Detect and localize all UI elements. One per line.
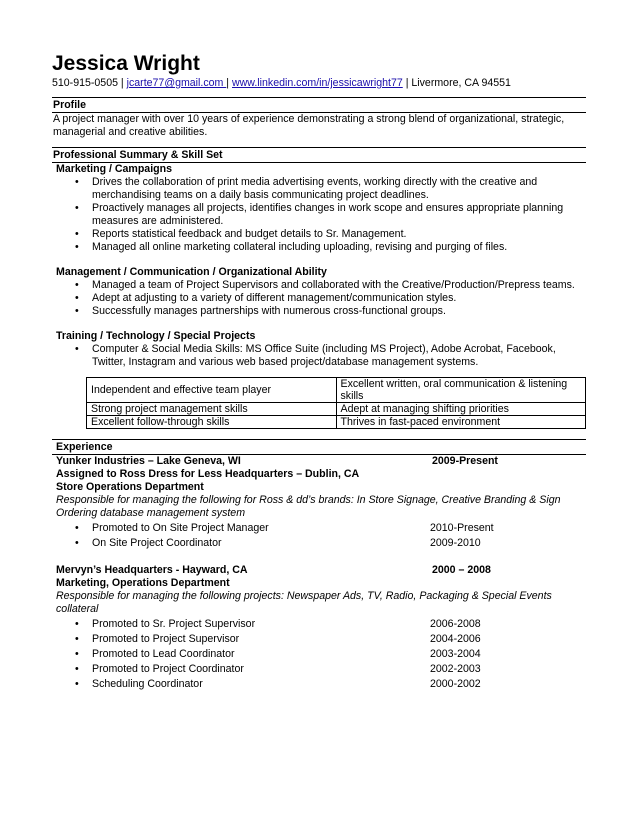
profile-heading: Profile bbox=[52, 97, 586, 113]
table-row bbox=[87, 416, 586, 429]
list-item: • Managed all online marketing collateral including uploading, revising and purging of files. bbox=[92, 241, 586, 254]
phone: 510-915-0505 | bbox=[52, 77, 127, 89]
yunker-roles bbox=[52, 522, 586, 550]
job-assignment: Assigned to Ross Dress for Less Headquarters – Dublin, CA bbox=[56, 468, 360, 480]
role-dates: 2004-2006 bbox=[430, 633, 481, 645]
group-title-marketing: Marketing / Campaigns bbox=[56, 163, 172, 175]
list-item: • Computer & Social Media Skills: MS Office Suite (including MS Project), Adobe Acrobat, Facebook, Twitter, Instagram and various web based project/database management systems. bbox=[92, 343, 586, 369]
role-title: • Promoted to On Site Project Manager bbox=[92, 522, 269, 534]
list-item bbox=[92, 678, 586, 691]
experience-heading: Experience bbox=[52, 439, 586, 455]
profile-text: A project manager with over 10 years of experience demonstrating a strong blend of organizational, strategic, managerial and creative abilities. bbox=[53, 113, 565, 138]
role-title: • Promoted to Sr. Project Supervisor bbox=[92, 618, 256, 630]
job-department: Marketing, Operations Department bbox=[56, 577, 230, 589]
training-list bbox=[52, 343, 586, 369]
role-dates: 2002-2003 bbox=[430, 663, 481, 675]
list-item: • Managed a team of Project Supervisors and collaborated with the Creative/Production/Prepress teams. bbox=[92, 279, 586, 292]
job-company: Yunker Industries – Lake Geneva, WI bbox=[56, 455, 241, 467]
role-dates: 2000-2002 bbox=[430, 678, 481, 690]
job-dates: 2000 – 2008 bbox=[432, 564, 491, 576]
list-item: • Successfully manages partnerships with numerous cross-functional groups. bbox=[92, 305, 586, 318]
list-item: • Adept at adjusting to a variety of different management/communication styles. bbox=[92, 292, 586, 305]
role-title: • Promoted to Lead Coordinator bbox=[92, 648, 235, 660]
table-cell: Excellent follow-through skills bbox=[87, 416, 337, 429]
contact-line bbox=[52, 77, 586, 90]
group-title-management: Management / Communication / Organizational Ability bbox=[56, 266, 327, 278]
mervyns-roles bbox=[52, 618, 586, 691]
table-cell: Excellent written, oral communication & listening skills bbox=[336, 378, 586, 403]
table-cell: Strong project management skills bbox=[87, 403, 337, 416]
job-header-mervyns bbox=[52, 564, 586, 577]
job-description: Responsible for managing the following projects: Newspaper Ads, TV, Radio, Packaging & Special Events collateral bbox=[56, 590, 552, 615]
list-item bbox=[92, 522, 586, 535]
list-item: • Reports statistical feedback and budget details to Sr. Management. bbox=[92, 228, 586, 241]
resume-page bbox=[52, 52, 586, 691]
role-dates: 2009-2010 bbox=[430, 537, 481, 549]
role-title: • On Site Project Coordinator bbox=[92, 537, 222, 549]
table-cell: Adept at managing shifting priorities bbox=[336, 403, 586, 416]
email-link[interactable]: jcarte77@gmail.com bbox=[126, 77, 227, 89]
table-row bbox=[87, 378, 586, 403]
job-department: Store Operations Department bbox=[56, 481, 204, 493]
summary-heading: Professional Summary & Skill Set bbox=[52, 147, 586, 163]
role-dates: 2010-Present bbox=[430, 522, 494, 534]
marketing-list bbox=[52, 176, 586, 254]
contact-separator: | bbox=[226, 77, 232, 89]
list-item bbox=[92, 663, 586, 676]
list-item bbox=[92, 648, 586, 661]
role-title: • Promoted to Project Coordinator bbox=[92, 663, 244, 675]
job-header-yunker bbox=[52, 455, 586, 468]
linkedin-link[interactable]: www.linkedin.com/in/jessicawright77 bbox=[232, 77, 403, 89]
management-list bbox=[52, 279, 586, 318]
table-cell: Independent and effective team player bbox=[87, 378, 337, 403]
table-cell: Thrives in fast-paced environment bbox=[336, 416, 586, 429]
candidate-name: Jessica Wright bbox=[52, 52, 200, 75]
job-company: Mervyn’s Headquarters - Hayward, CA bbox=[56, 564, 248, 576]
role-dates: 2003-2004 bbox=[430, 648, 481, 660]
location: | Livermore, CA 94551 bbox=[402, 77, 511, 89]
group-title-training: Training / Technology / Special Projects bbox=[56, 330, 256, 342]
list-item bbox=[92, 537, 586, 550]
role-title: • Promoted to Project Supervisor bbox=[92, 633, 240, 645]
job-description: Responsible for managing the following for Ross & dd’s brands: In Store Signage, Creative Branding & Sign Ordering database management system bbox=[56, 494, 561, 519]
role-title: • Scheduling Coordinator bbox=[92, 678, 203, 690]
list-item: • Drives the collaboration of print media advertising events, working directly with the creative and merchandising teams on a daily basis communicating project deadlines. bbox=[92, 176, 586, 202]
list-item bbox=[92, 618, 586, 631]
table-row bbox=[87, 403, 586, 416]
job-dates: 2009-Present bbox=[432, 455, 498, 467]
list-item bbox=[92, 633, 586, 646]
role-dates: 2006-2008 bbox=[430, 618, 481, 630]
skills-table bbox=[86, 377, 586, 429]
list-item: • Proactively manages all projects, identifies changes in work scope and ensures appropriate planning measures are administered. bbox=[92, 202, 586, 228]
